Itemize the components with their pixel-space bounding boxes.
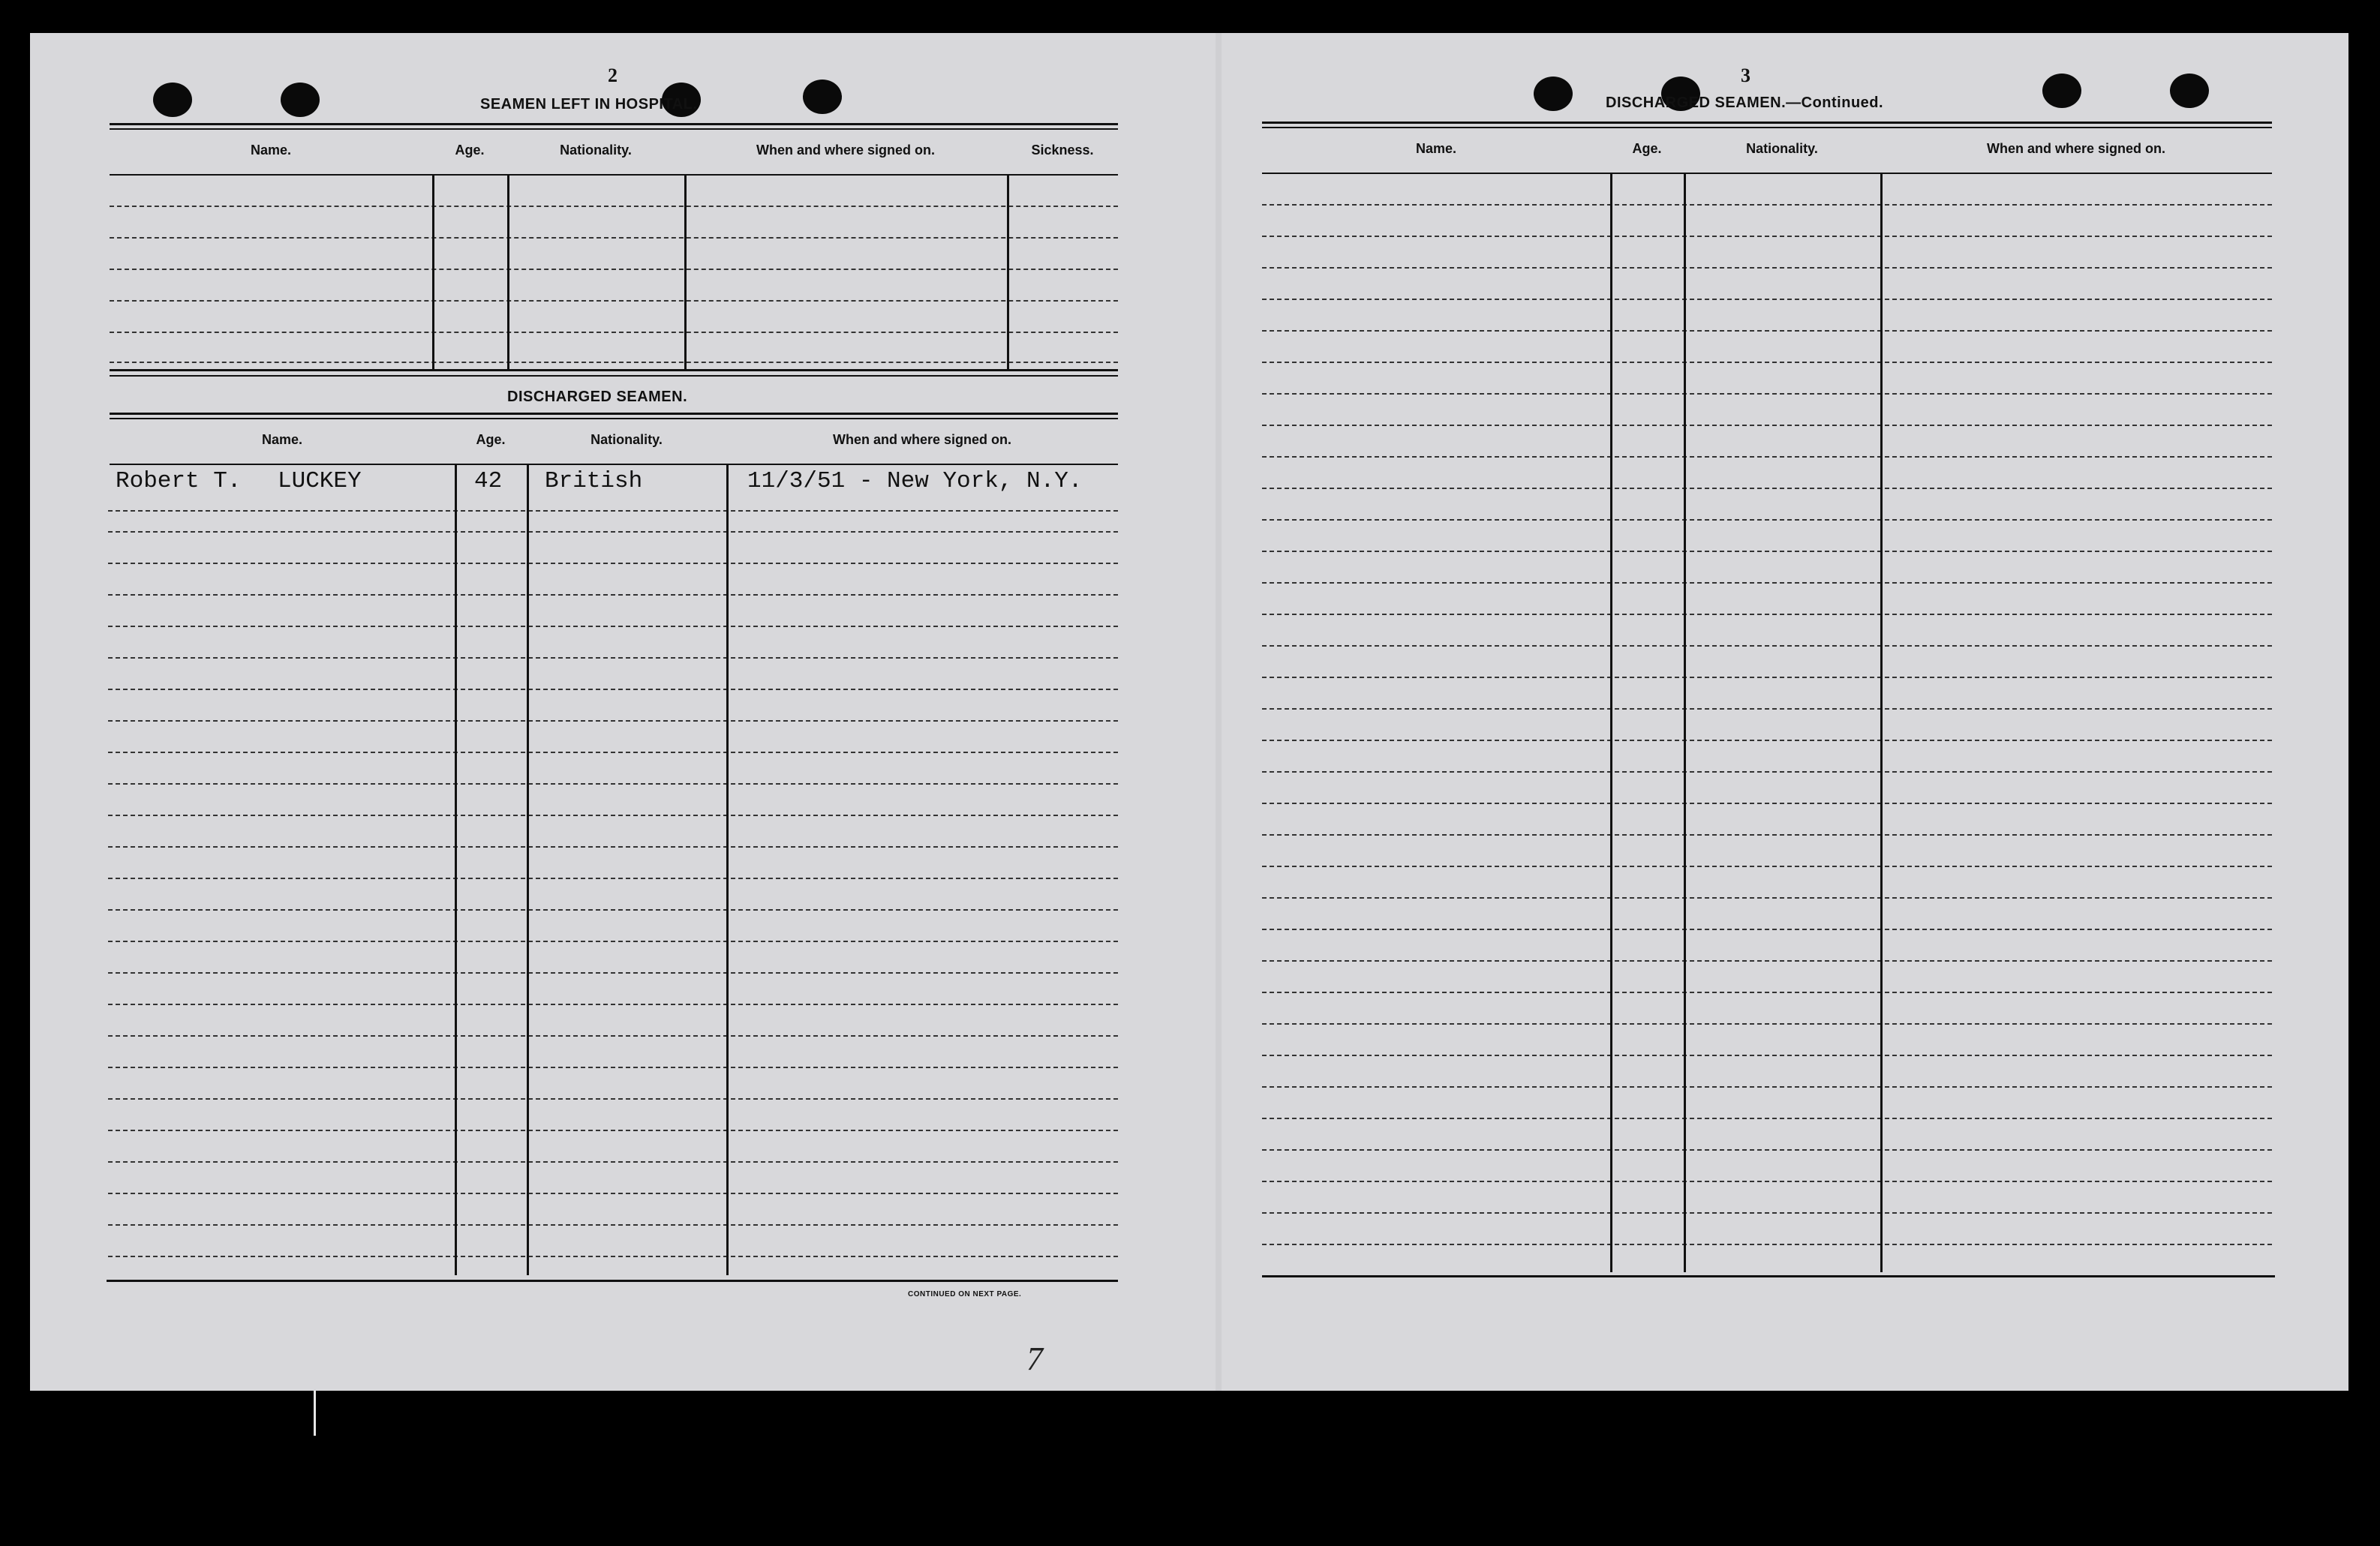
hospital-col-nationality: Nationality.: [560, 143, 632, 158]
ruled-line: [108, 1161, 1118, 1163]
ruled-line: [108, 815, 1118, 816]
ruled-line: [1262, 834, 2272, 836]
page-number-left: 2: [608, 65, 618, 86]
ruled-line: [1262, 299, 2272, 300]
ruled-line: [108, 626, 1118, 627]
ruled-line: [108, 563, 1118, 564]
ruled-line: [1262, 929, 2272, 930]
continued-note: CONTINUED ON NEXT PAGE.: [908, 1290, 1022, 1298]
discharged-bottom-rule: [107, 1280, 1118, 1282]
handwritten-mark: 7: [1026, 1340, 1043, 1377]
ruled-line: [1262, 708, 2272, 710]
discharged-col-nationality: Nationality.: [590, 432, 663, 447]
ruled-line: [108, 909, 1118, 911]
punch-hole: [2042, 74, 2081, 108]
ruled-line: [1262, 1023, 2272, 1025]
ruled-line: [1262, 803, 2272, 804]
hospital-col-age: Age.: [455, 143, 485, 158]
discharged-col-name: Name.: [261, 432, 303, 447]
ruled-line: [108, 510, 1118, 512]
document-paper: [30, 33, 2348, 1391]
ruled-line: [1262, 393, 2272, 395]
continued-section-title: DISCHARGED SEAMEN.—Continued.: [1606, 95, 1884, 111]
hospital-col-signed-on: When and where signed on.: [756, 143, 936, 158]
ruled-line: [1262, 1149, 2272, 1151]
ruled-line: [108, 689, 1118, 690]
page-fold: [1216, 33, 1222, 1391]
right-bottom-rule: [1262, 1275, 2275, 1277]
ruled-line: [1262, 456, 2272, 458]
hospital-col-sickness: Sickness.: [1031, 143, 1094, 158]
ruled-line: [1262, 992, 2272, 993]
ruled-line: [1262, 1086, 2272, 1088]
entry-name-first: Robert T.: [116, 468, 242, 494]
page-number-right: 3: [1741, 65, 1750, 86]
right-col-name: Name.: [1415, 141, 1457, 156]
ruled-line: [108, 972, 1118, 974]
ruled-line: [108, 1098, 1118, 1100]
ruled-line: [1262, 1181, 2272, 1182]
ruled-line: [108, 594, 1118, 596]
ruled-line: [1262, 519, 2272, 521]
ruled-line: [1262, 614, 2272, 615]
ruled-line: [1262, 1244, 2272, 1245]
ruled-line: [1262, 330, 2272, 332]
ruled-line: [1262, 897, 2272, 899]
ruled-line: [108, 720, 1118, 722]
ruled-line: [1262, 582, 2272, 584]
ruled-line: [108, 1130, 1118, 1131]
ruled-line: [1262, 425, 2272, 426]
ruled-line: [108, 752, 1118, 753]
ruled-line: [108, 531, 1118, 533]
discharged-col-signed-on: When and where signed on.: [832, 432, 1012, 447]
ruled-line: [1262, 267, 2272, 269]
hospital-bottom-rule: [110, 369, 1118, 371]
hospital-col-name: Name.: [250, 143, 292, 158]
ruled-line: [108, 1193, 1118, 1194]
right-top-rule: [1262, 122, 2272, 124]
ruled-line: [1262, 740, 2272, 741]
ruled-line: [1262, 645, 2272, 647]
ruled-line: [108, 1067, 1118, 1068]
right-col-age: Age.: [1632, 141, 1662, 156]
ruled-line: [1262, 236, 2272, 237]
punch-hole: [1534, 77, 1573, 111]
right-col-signed-on: When and where signed on.: [1986, 141, 2166, 156]
entry-nationality: British: [545, 468, 643, 494]
ruled-line: [1262, 551, 2272, 552]
ruled-line: [108, 846, 1118, 848]
punch-hole: [281, 83, 320, 117]
ruled-line: [108, 1256, 1118, 1257]
discharged-col-age: Age.: [476, 432, 506, 447]
ruled-line: [1262, 204, 2272, 206]
punch-hole: [803, 80, 842, 114]
discharged-section-title: DISCHARGED SEAMEN.: [507, 389, 688, 405]
entry-name-last: LUCKEY: [278, 468, 362, 494]
ruled-line: [1262, 1118, 2272, 1119]
entry-age: 42: [474, 468, 503, 494]
punch-hole: [2170, 74, 2209, 108]
edge-tick: [314, 1391, 316, 1436]
ruled-line: [1262, 362, 2272, 363]
hospital-top-rule: [110, 123, 1118, 125]
ruled-line: [108, 1004, 1118, 1005]
ruled-line: [1262, 1212, 2272, 1214]
punch-hole: [153, 83, 192, 117]
ruled-line: [108, 1035, 1118, 1037]
ruled-line: [1262, 866, 2272, 867]
ruled-line: [1262, 677, 2272, 678]
ruled-line: [108, 783, 1118, 785]
ruled-line: [1262, 771, 2272, 773]
entry-signed-on: 11/3/51 - New York, N.Y.: [747, 468, 1083, 494]
ruled-line: [1262, 960, 2272, 962]
right-col-nationality: Nationality.: [1746, 141, 1818, 156]
ruled-line: [108, 878, 1118, 879]
hospital-section-title: SEAMEN LEFT IN HOSPITAL.: [480, 96, 698, 113]
ruled-line: [1262, 1055, 2272, 1056]
ruled-line: [108, 1224, 1118, 1226]
ruled-line: [1262, 488, 2272, 489]
ruled-line: [108, 941, 1118, 942]
discharged-top-rule: [110, 413, 1118, 415]
ruled-line: [108, 657, 1118, 659]
